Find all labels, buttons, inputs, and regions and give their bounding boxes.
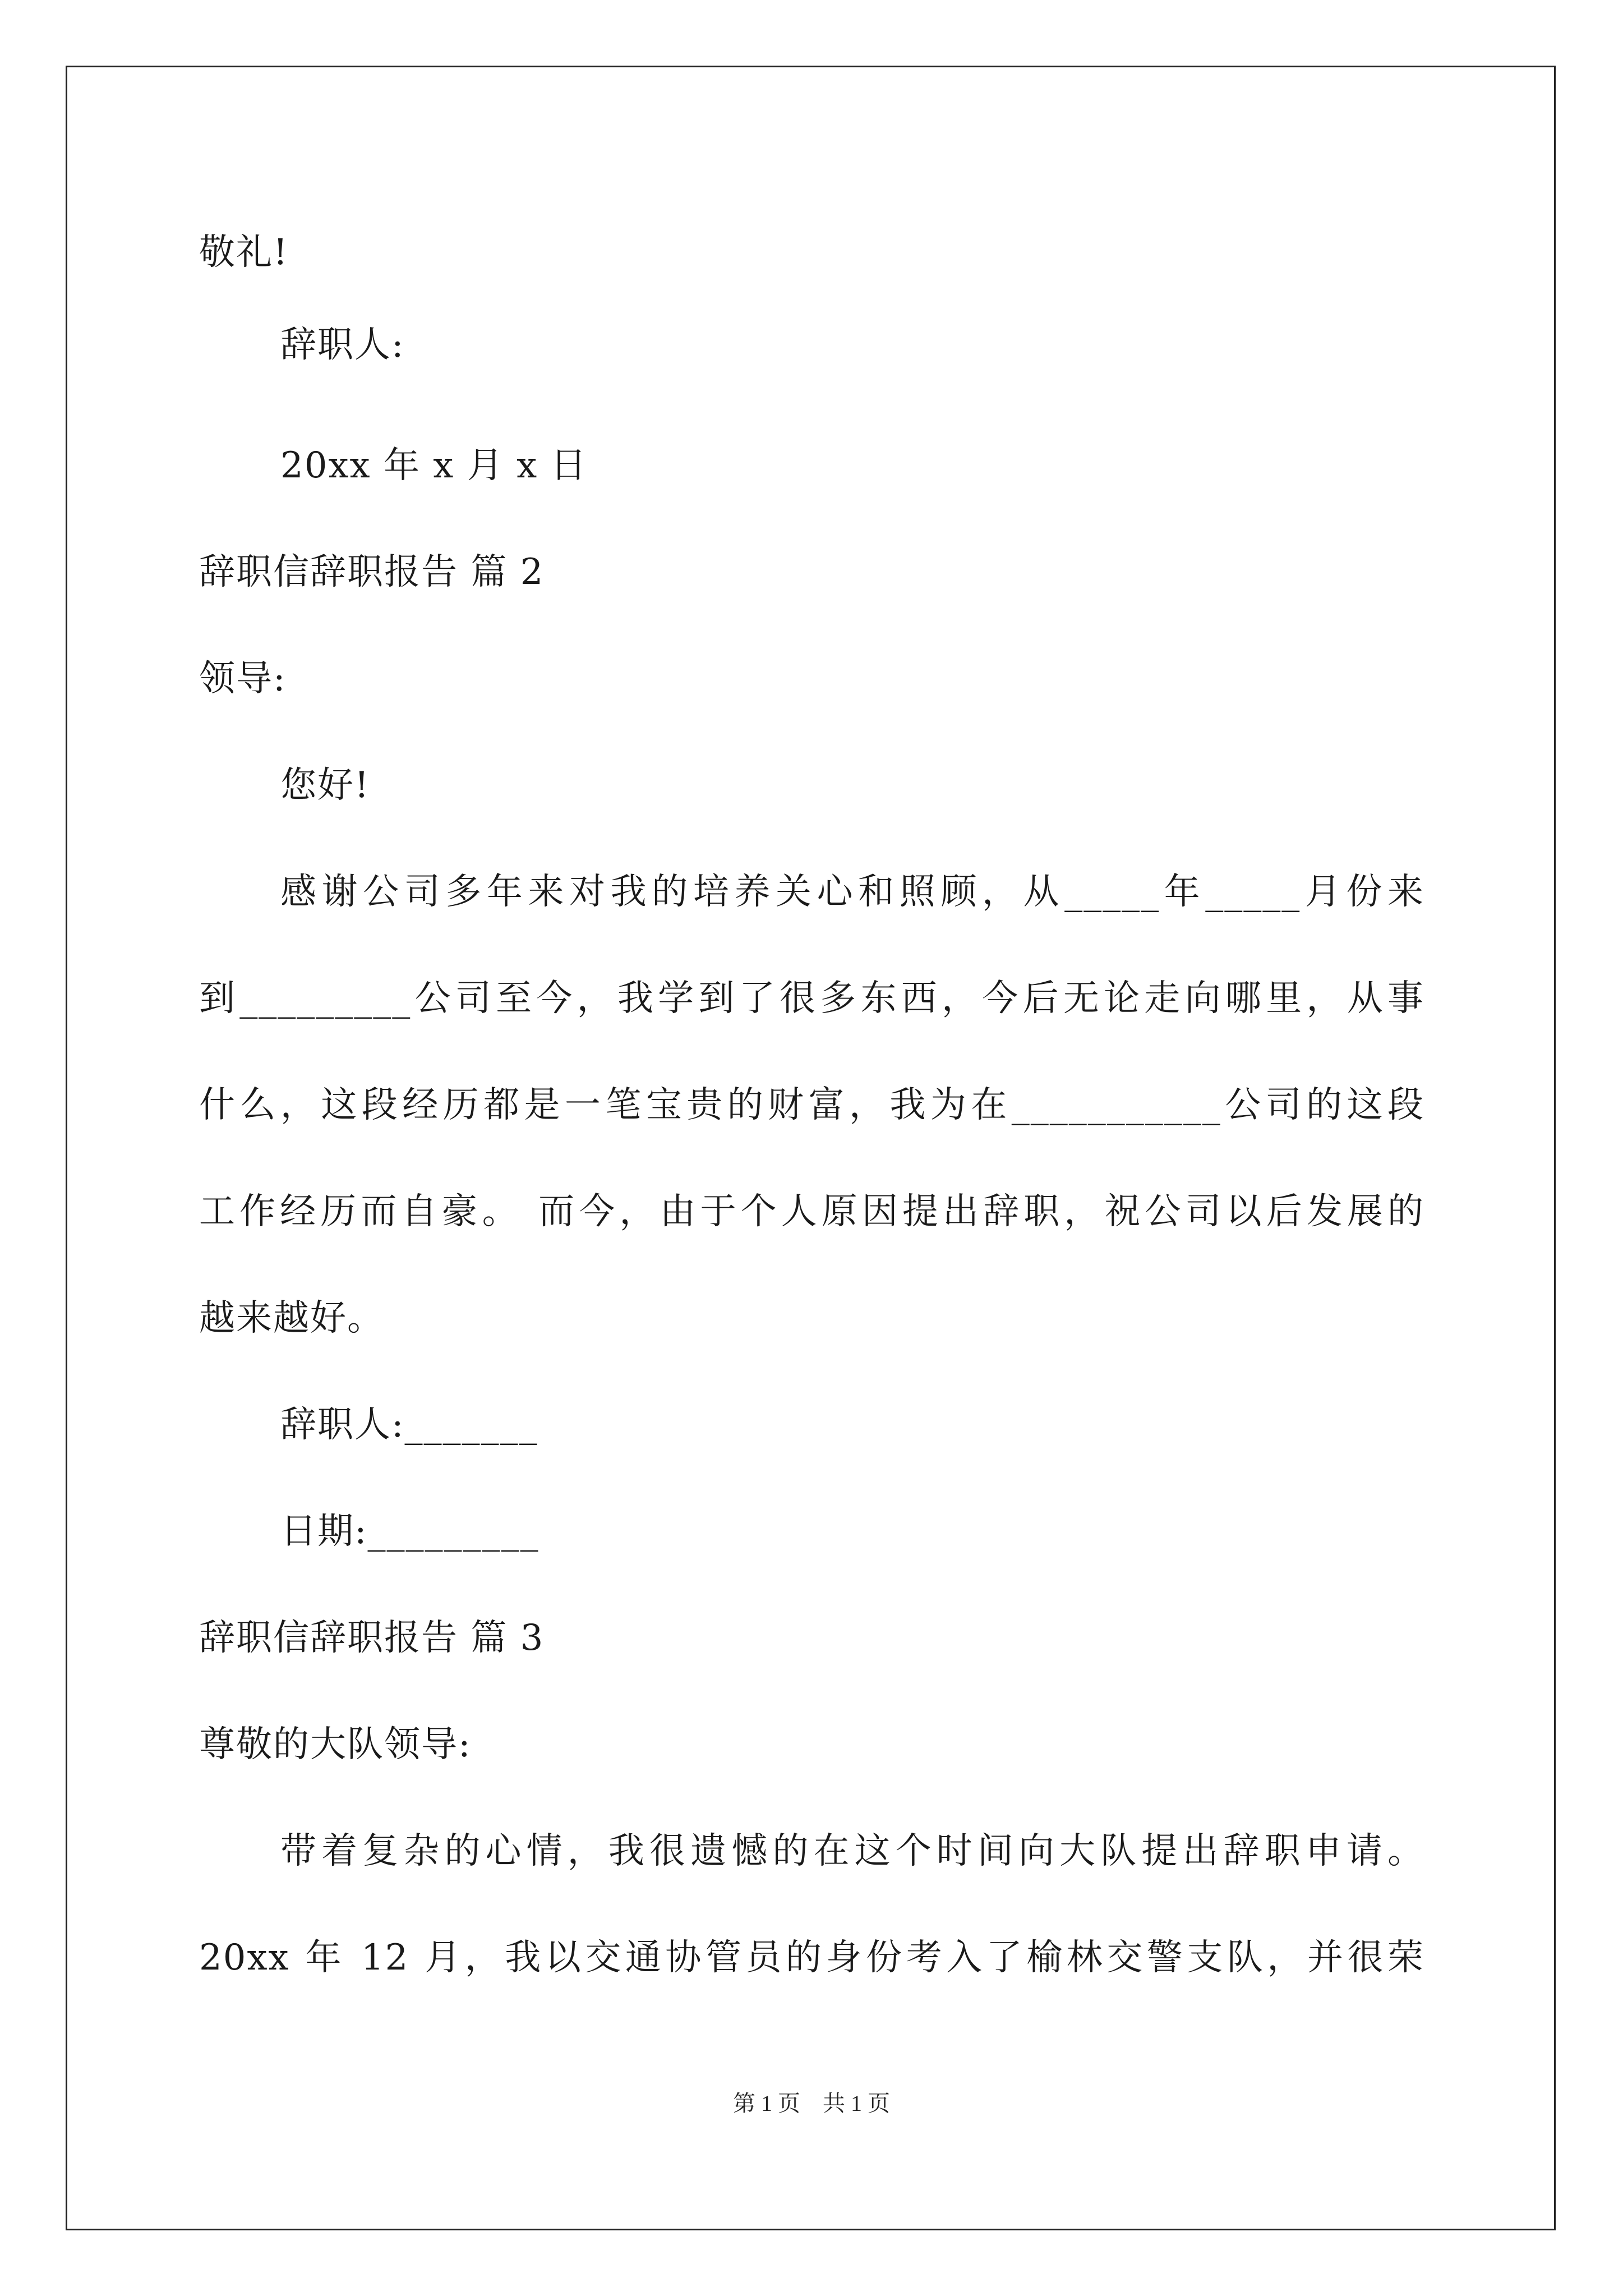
section-heading-3: 辞职信辞职报告 篇 3	[199, 1617, 545, 1659]
page-border	[66, 66, 1556, 2230]
body-paragraph-line: 感谢公司多年来对我的培养关心和照顾，从_____年_____月份来	[280, 871, 1424, 913]
resigner-signature-field: 辞职人:_______	[280, 1404, 538, 1446]
body-paragraph-line: 工作经历而自豪。 而今，由于个人原因提出辞职，祝公司以后发展的	[199, 1191, 1424, 1232]
greeting-leader: 领导:	[199, 658, 287, 700]
body-paragraph-line: 越来越好。	[199, 1297, 384, 1339]
greeting-hello: 您好!	[280, 765, 370, 806]
body-paragraph-line: 带着复杂的心情，我很遗憾的在这个时间向大队提出辞职申请。	[280, 1830, 1424, 1872]
closing-salutation: 敬礼!	[199, 232, 289, 273]
section-heading-2: 辞职信辞职报告 篇 2	[199, 551, 545, 593]
date-line: 20xx 年 x 月 x 日	[280, 445, 588, 486]
body-paragraph-line: 20xx 年 12 月，我以交通协管员的身份考入了榆林交警支队，并很荣	[199, 1937, 1424, 1978]
greeting-brigade-leader: 尊敬的大队领导:	[199, 1724, 472, 1765]
resigner-label: 辞职人:	[280, 324, 405, 366]
page-number-footer: 第 1 页 共 1 页	[733, 2091, 890, 2116]
body-paragraph-line: 什么，这段经历都是一笔宝贵的财富，我为在___________公司的这段	[199, 1084, 1424, 1126]
date-signature-field: 日期:_________	[280, 1511, 540, 1552]
body-paragraph-line: 到_________公司至今，我学到了很多东西，今后无论走向哪里，从事	[199, 978, 1424, 1019]
